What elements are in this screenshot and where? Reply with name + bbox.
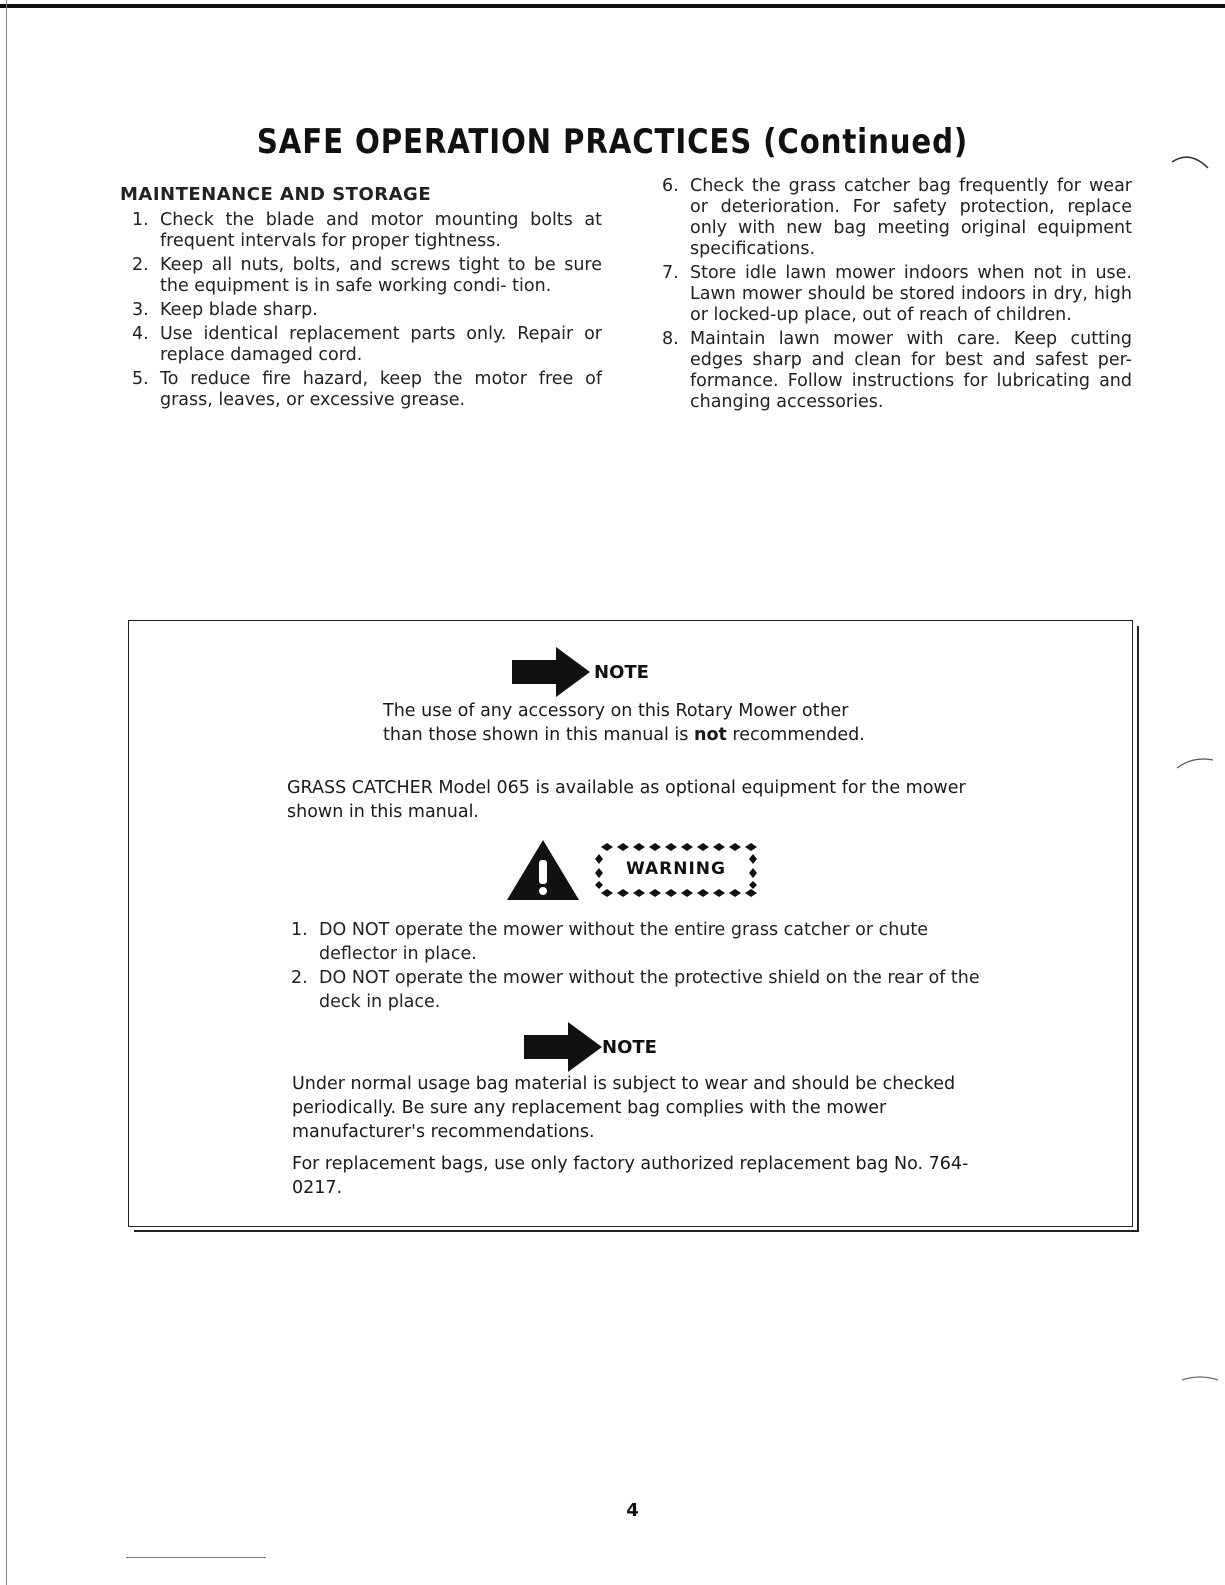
item-text: DO NOT operate the mower without the entire grass catcher or chute deflector in place. xyxy=(319,920,929,964)
item-text: To reduce fire hazard, keep the motor free of grass, leaves, or excessive grease. xyxy=(160,369,602,410)
margin-mark xyxy=(1180,1368,1220,1388)
bottom-underline xyxy=(126,1557,266,1558)
item-number: 1. xyxy=(132,210,149,230)
section-heading: MAINTENANCE AND STORAGE xyxy=(120,184,432,205)
list-item xyxy=(287,966,987,1014)
item-text: Store idle lawn mower indoors when not in use. Lawn mower should be stored indoors in dry, high or locked-up place, out of reach of children. xyxy=(690,263,1132,325)
item-text: Check the grass catcher bag frequently for wear or deterioration. For safety protection, replace only with new bag meeting original equipment specifications. xyxy=(690,176,1132,259)
warning-list xyxy=(287,918,987,1014)
item-number: 2. xyxy=(291,968,308,988)
note-arrow-icon xyxy=(524,1022,602,1072)
list-item xyxy=(650,329,1132,413)
warning-label: WARNING xyxy=(626,859,726,879)
usage-note-text: Under normal usage bag material is subject to wear and should be checked periodically. Be sure any replacement bag complies with the mower manufacturer's recommendations. xyxy=(292,1074,956,1142)
maintenance-list-right xyxy=(650,176,1132,416)
list-item xyxy=(650,176,1132,260)
page-number: 4 xyxy=(626,1500,639,1521)
note-arrow-icon xyxy=(512,647,590,697)
maintenance-list-left xyxy=(120,210,602,414)
item-number: 3. xyxy=(132,300,149,320)
warning-header xyxy=(505,838,761,902)
item-number: 4. xyxy=(132,324,149,344)
accessory-text-emphasis: not xyxy=(693,725,727,745)
item-number: 8. xyxy=(662,329,679,349)
list-item xyxy=(120,324,602,366)
page-title: SAFE OPERATION PRACTICES (Continued) xyxy=(256,122,969,162)
accessory-note-text xyxy=(383,699,883,747)
top-rule xyxy=(0,4,1225,8)
item-text: Maintain lawn mower with care. Keep cutting edges sharp and clean for best and safest per- formance. Follow instructions for lubricating and changing accessories. xyxy=(690,329,1132,412)
list-item xyxy=(120,210,602,252)
note-label: NOTE xyxy=(594,661,649,683)
item-number: 5. xyxy=(132,369,149,389)
list-item xyxy=(650,263,1132,326)
item-number: 7. xyxy=(662,263,679,283)
item-text: Check the blade and motor mounting bolts at frequent intervals for proper tightness. xyxy=(160,210,602,251)
list-item xyxy=(120,369,602,411)
item-text: Keep all nuts, bolts, and screws tight to be sure the equipment is in safe working condi- tion. xyxy=(160,255,602,296)
note-callout xyxy=(524,1022,657,1072)
list-item xyxy=(120,300,602,321)
item-number: 1. xyxy=(291,920,308,940)
note-callout xyxy=(512,647,649,697)
item-number: 6. xyxy=(662,176,679,196)
list-item xyxy=(287,918,987,966)
list-item xyxy=(120,255,602,297)
item-number: 2. xyxy=(132,255,149,275)
grass-catcher-text: GRASS CATCHER Model 065 is available as optional equipment for the mower shown in this manual. xyxy=(287,778,966,822)
page-edge xyxy=(6,0,7,1585)
note-label: NOTE xyxy=(602,1036,657,1058)
warning-triangle-icon xyxy=(505,838,581,902)
accessory-text-c: recommended. xyxy=(726,725,865,745)
item-text: Keep blade sharp. xyxy=(160,300,318,320)
accessory-text-a: The use of any accessory on this Rotary Mower other than those shown in this manual is xyxy=(383,701,849,745)
replacement-bag-text: For replacement bags, use only factory authorized replacement bag No. 764-0217. xyxy=(292,1154,969,1198)
item-text: DO NOT operate the mower without the protective shield on the rear of the deck in place. xyxy=(319,968,980,1012)
item-text: Use identical replacement parts only. Repair or replace damaged cord. xyxy=(160,324,602,365)
margin-mark xyxy=(1175,752,1215,772)
warning-label-frame xyxy=(591,841,761,899)
margin-mark xyxy=(1170,150,1210,170)
